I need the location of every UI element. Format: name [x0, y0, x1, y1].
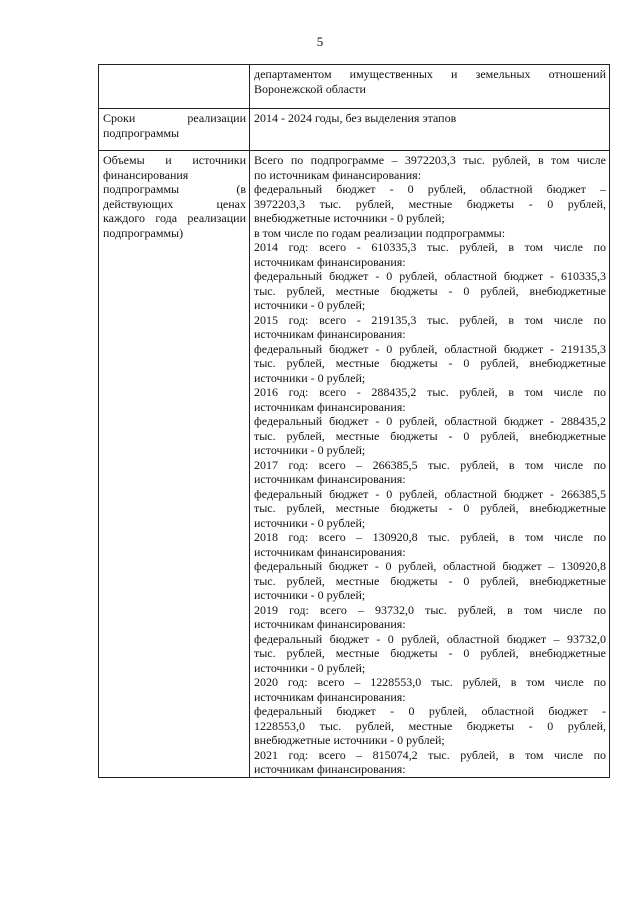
table-row [99, 65, 610, 109]
fin-line: федеральный бюджет - 0 рублей, областной бюджет – [254, 182, 606, 196]
row-top-value [250, 65, 610, 109]
fin-line: внебюджетные источники - 0 рублей; [254, 733, 445, 747]
fin-line: источники - 0 рублей; [254, 370, 366, 385]
fin-line: по источникам финансирования: [254, 167, 422, 182]
fin-line: источникам финансирования: [254, 544, 406, 559]
row-fin-label: Объемы и источники финансирования подпрограммы (в действующих ценах каждого года реализации подпрограммы) [99, 151, 250, 778]
fin-line: источники - 0 рублей; [254, 588, 366, 602]
subprogram-passport-table [98, 64, 610, 778]
fin-line: тыс. рублей, местные бюджеты - 0 рублей, внебюджетные [254, 573, 606, 588]
fin-line: источники - 0 рублей; [254, 660, 366, 675]
row-top-label [99, 65, 250, 109]
fin-line: источникам финансирования: [254, 327, 406, 341]
fin-line: тыс. рублей, местные бюджеты - 0 рублей, внебюджетные [254, 501, 606, 515]
fin-line: источники - 0 рублей; [254, 443, 366, 457]
fin-line: тыс. рублей, местные бюджеты - 0 рублей, внебюджетные [254, 356, 606, 370]
fin-line: 2021 год: всего – 815074,2 тыс. рублей, в том числе по [254, 747, 606, 762]
fin-line: федеральный бюджет - 0 рублей, областной бюджет - 219135,3 [254, 341, 606, 356]
fin-line: 2020 год: всего – 1228553,0 тыс. рублей, в том числе по [254, 675, 606, 689]
fin-line: источникам финансирования: [254, 472, 406, 486]
fin-line: 2014 год: всего - 610335,3 тыс. рублей, в том числе по [254, 240, 606, 254]
fin-line: федеральный бюджет - 0 рублей, областной бюджет – 93732,0 [254, 631, 606, 646]
fin-line: федеральный бюджет - 0 рублей, областной бюджет - [254, 704, 606, 718]
fin-line: 2019 год: всего – 93732,0 тыс. рублей, в том числе по [254, 602, 606, 617]
fin-line: источникам финансирования: [254, 254, 406, 269]
fin-line: Всего по подпрограмме – 3972203,3 тыс. рублей, в том числе [254, 153, 606, 167]
row-dates-label: Сроки реализации подпрограммы [99, 109, 250, 151]
fin-line: источникам финансирования: [254, 399, 406, 414]
fin-line: тыс. рублей, местные бюджеты - 0 рублей, внебюджетные [254, 646, 606, 660]
fin-line: в том числе по годам реализации подпрограммы: [254, 225, 506, 240]
fin-line: 1228553,0 тыс. рублей, местные бюджеты - 0 рублей, [254, 718, 606, 733]
fin-line: источникам финансирования: [254, 617, 406, 631]
fin-line: источникам финансирования: [254, 689, 406, 704]
fin-line: 2016 год: всего - 288435,2 тыс. рублей, в том числе по [254, 385, 606, 399]
fin-line: 2015 год: всего - 219135,3 тыс. рублей, в том числе по [254, 312, 606, 327]
fin-line: федеральный бюджет - 0 рублей, областной бюджет – 130920,8 [254, 559, 606, 573]
fin-line: источники - 0 рублей; [254, 298, 366, 312]
fin-line: источники - 0 рублей; [254, 515, 366, 530]
table-row [99, 109, 610, 151]
fin-line: источникам финансирования: [254, 762, 406, 776]
fin-line: федеральный бюджет - 0 рублей, областной бюджет - 266385,5 [254, 486, 606, 501]
fin-line: тыс. рублей, местные бюджеты - 0 рублей, внебюджетные [254, 428, 606, 443]
table-row [99, 151, 610, 778]
row-top-line: департаментом имущественных и земельных отношений [254, 67, 606, 81]
row-fin-value [250, 151, 610, 778]
row-top-line: Воронежской области [254, 81, 366, 96]
row-dates-value: 2014 - 2024 годы, без выделения этапов [250, 109, 610, 151]
fin-line: федеральный бюджет - 0 рублей, областной бюджет - 610335,3 [254, 269, 606, 283]
fin-line: 2018 год: всего – 130920,8 тыс. рублей, в том числе по [254, 530, 606, 544]
fin-line: федеральный бюджет - 0 рублей, областной бюджет - 288435,2 [254, 414, 606, 428]
fin-line: 2017 год: всего – 266385,5 тыс. рублей, в том числе по [254, 457, 606, 472]
fin-line: 3972203,3 тыс. рублей, местные бюджеты - 0 рублей, [254, 196, 606, 211]
fin-line: внебюджетные источники - 0 рублей; [254, 211, 445, 225]
page-number: 5 [316, 34, 324, 49]
fin-line: тыс. рублей, местные бюджеты - 0 рублей, внебюджетные [254, 283, 606, 298]
